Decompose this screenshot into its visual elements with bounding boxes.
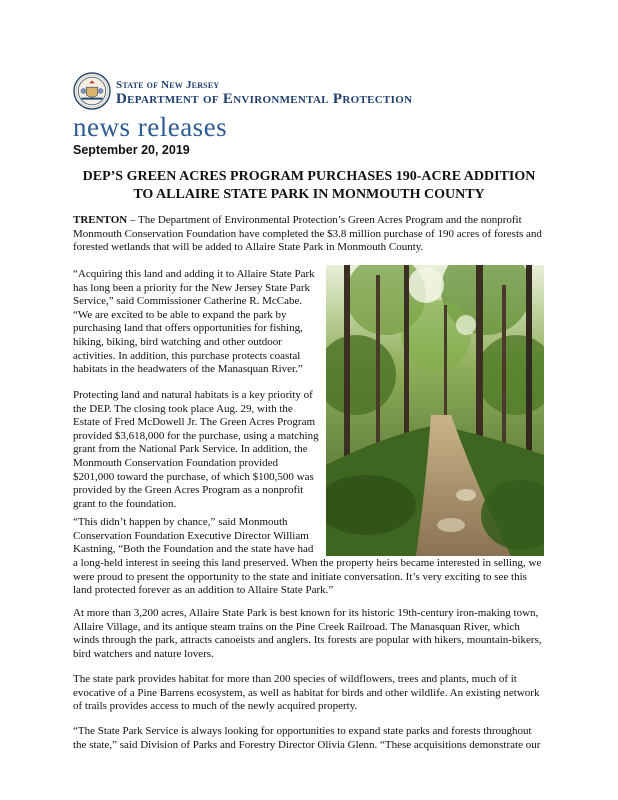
paragraph-7: “The State Park Service is always looking for opportunities to expand state parks and forests throughout the state,” said Division of Parks and Forestry Director Olivia Glenn. “These acquisitions demonstrate our xyxy=(73,725,541,751)
agency-name: Department of Environmental Protection xyxy=(116,91,413,107)
forest-trail-photo xyxy=(326,265,544,556)
state-label: State of New Jersey xyxy=(116,79,220,91)
dateline: TRENTON xyxy=(73,214,128,226)
paragraph-4-start: “This didn’t happen by chance,” said Monmouth Conservation Foundation Executive Director William Kastning, “Both the Foundation and the state have had xyxy=(73,516,314,556)
paragraph-4-continued: a long-held interest in seeing this land preserved. When the property heirs became interested in selling, we were proud to present the opportunity to the state and initiate conversation. It’s very exciting to see this land protected forever as an addition to Allaire State Park.” xyxy=(73,557,542,597)
release-date: September 20, 2019 xyxy=(73,143,190,157)
paragraph-5: At more than 3,200 acres, Allaire State Park is best known for its historic 19th-century iron-making town, Allaire Village, and its antique steam trains on the Pine Creek Railroad. The Manasquan River, which winds through the park, attracts canoeists and anglers. Its forests are popular with hikers, mountain-bikers, bird watchers and nature lovers. xyxy=(73,607,542,660)
paragraph-3: Protecting land and natural habitats is a key priority of the DEP. The closing took place Aug. 29, with the Estate of Fred McDowell Jr. The Green Acres Program provided $3,618,000 for the purchase, using a matching grant from the National Park Service. In addition, the Monmouth Conservation Foundation provided $201,000 toward the purchase, of which $100,500 was provided by the Green Acres Program as a nonprofit grant to the foundation. xyxy=(73,389,319,510)
state-seal-icon xyxy=(73,72,111,110)
paragraph-2: “Acquiring this land and adding it to Allaire State Park has long been a priority for the New Jersey State Park Service,” said Commissioner Catherine R. McCabe. “We are excited to be able to expand the park by purchasing land that offers opportunities for fishing, hiking, biking, bird watching and other outdoor activities. In addition, this purchase protects coastal habitats in the headwaters of the Manasquan River.” xyxy=(73,268,315,376)
headline-line-2: TO ALLAIRE STATE PARK IN MONMOUTH COUNTY xyxy=(133,187,485,202)
section-title: news releases xyxy=(73,112,228,142)
paragraph-6: The state park provides habitat for more than 200 species of wildflowers, trees and plants, much of it evocative of a Pine Barrens ecosystem, as well as habitat for birds and other wildlife. An existing network of trails provides access to much of the newly acquired property. xyxy=(73,673,540,713)
paragraph-1 xyxy=(73,214,545,255)
release-headline xyxy=(73,168,545,204)
paragraph-1-text: – The Department of Environmental Protection’s Green Acres Program and the nonprofit Monmouth Conservation Foundation have completed the $3.8 million purchase of 190 acres of forests and forested wetlands that will be added to Allaire State Park in Monmouth County. xyxy=(73,214,542,254)
headline-line-1: DEP’S GREEN ACRES PROGRAM PURCHASES 190-ACRE ADDITION xyxy=(82,169,536,184)
